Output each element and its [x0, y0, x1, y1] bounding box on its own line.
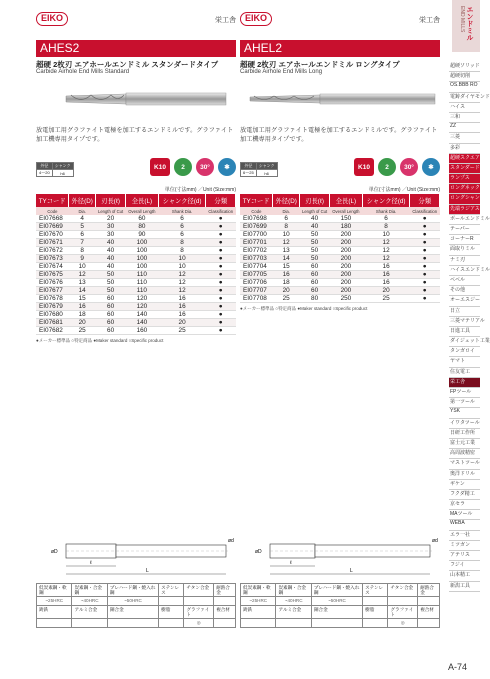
sidenav-item[interactable]: ハイスエンドミル — [449, 266, 480, 276]
table-cell: 6 — [158, 231, 206, 239]
endmill-photo — [240, 80, 440, 120]
sidenav-item[interactable]: 第一ツール — [449, 398, 480, 408]
sidenav-item[interactable]: 高周波精密 — [449, 449, 480, 459]
table-cell: 16 — [273, 271, 300, 279]
table-cell: 40 — [96, 247, 126, 255]
table-cell: 40 — [300, 223, 330, 231]
sidenav-item[interactable]: ランプス — [449, 174, 480, 184]
table-cell: 16 — [158, 295, 206, 303]
sidenav-item[interactable]: アテリス — [449, 551, 480, 561]
table-cell: 100 — [126, 247, 159, 255]
table-cell: 12 — [158, 287, 206, 295]
sidenav-item[interactable]: ハイス — [449, 103, 480, 113]
table-cell: 20 — [158, 319, 206, 327]
table-row — [36, 311, 236, 319]
table-cell: 16 — [362, 279, 410, 287]
table-cell: 20 — [69, 319, 96, 327]
table-row — [36, 271, 236, 279]
svg-text:ød: ød — [228, 538, 234, 544]
sidenav-item[interactable]: フクダ精工 — [449, 490, 480, 500]
feature-badges — [150, 158, 236, 176]
sidenav-item[interactable]: テーパー — [449, 225, 480, 235]
ty-code-cell: EI07668 — [36, 215, 69, 223]
section-tab-en: END MILLS — [459, 6, 465, 33]
sidenav-item[interactable]: エラ一社 — [449, 531, 480, 541]
table-cell: 12 — [158, 279, 206, 287]
table-cell: ● — [206, 327, 236, 335]
table-row — [240, 255, 440, 263]
ty-code-cell: EI07678 — [36, 295, 69, 303]
sidenav-item[interactable]: ボールエンドミル — [449, 215, 480, 225]
ty-code-cell: EI07700 — [240, 231, 273, 239]
svg-text:L: L — [350, 568, 353, 574]
sidenav-item[interactable]: 奥洋ドリル — [449, 470, 480, 480]
unit-note: 単位(寸法mm) ／Unit (Size:mm) — [368, 187, 440, 193]
table-cell: 90 — [126, 231, 159, 239]
sidenav-item[interactable]: その他 — [449, 286, 480, 296]
sidenav-item[interactable]: フジイ — [449, 561, 480, 571]
table-cell: 16 — [158, 303, 206, 311]
sidenav-item[interactable]: FPツール — [449, 388, 480, 398]
table-cell: 8 — [273, 223, 300, 231]
tolerance-table: 外径 シャンク 6～25 h6 — [240, 162, 278, 177]
table-row — [240, 279, 440, 287]
table-cell: 6 — [362, 215, 410, 223]
table-cell: ● — [410, 215, 440, 223]
ty-code-cell: EI07676 — [36, 279, 69, 287]
table-cell: 150 — [330, 215, 363, 223]
table-cell: 20 — [273, 287, 300, 295]
ty-code-cell: EI07671 — [36, 239, 69, 247]
sidenav-item[interactable]: ダイジェット工業 — [449, 337, 480, 347]
table-cell: ● — [206, 223, 236, 231]
table-cell: 18 — [69, 311, 96, 319]
ty-code-cell: EI07680 — [36, 311, 69, 319]
table-cell: 110 — [126, 287, 159, 295]
material-table: 低炭素鋼・軟鋼 炭素鋼・合金鋼 プレハード鋼・焼入れ鋼 ステンレス チタン合金 耐熱合金 ~25HRC ~40HRC ~50HRC 鋳鉄 アルミ合金 銅合金 樹脂 グラファイト 複合材 ◎ — [240, 583, 440, 628]
sidenav-item[interactable]: イワタツール — [449, 419, 480, 429]
table-cell: 8 — [158, 239, 206, 247]
table-cell: 60 — [126, 215, 159, 223]
table-cell: 40 — [96, 263, 126, 271]
table-cell: ● — [206, 303, 236, 311]
sidenav-item[interactable]: ギケン — [449, 480, 480, 490]
ty-code-cell: EI07701 — [240, 239, 273, 247]
sidenav-item[interactable]: 京セラ — [449, 500, 480, 510]
table-cell: 16 — [362, 271, 410, 279]
sidenav-item[interactable]: MAツール — [449, 510, 480, 520]
table-cell: 10 — [158, 255, 206, 263]
table-cell: ● — [410, 263, 440, 271]
table-cell: 100 — [126, 263, 159, 271]
table-cell: 4 — [69, 215, 96, 223]
sidenav-item[interactable]: 三菱 — [449, 133, 480, 143]
k10-badge: K10 — [150, 158, 170, 176]
table-cell: 15 — [69, 295, 96, 303]
unit-note: 単位(寸法mm) ／Unit (Size:mm) — [164, 187, 236, 193]
feature-badges — [354, 158, 440, 176]
table-row — [240, 287, 440, 295]
table-cell: ● — [410, 231, 440, 239]
table-cell: 15 — [273, 263, 300, 271]
table-row — [36, 319, 236, 327]
table-cell: 20 — [96, 215, 126, 223]
table-cell: 30 — [96, 231, 126, 239]
ty-code-cell: EI07669 — [36, 223, 69, 231]
ty-code-cell: EI07674 — [36, 263, 69, 271]
table-cell: 12 — [69, 271, 96, 279]
table-cell: ● — [206, 319, 236, 327]
table-cell: 140 — [126, 319, 159, 327]
table-cell: 110 — [126, 279, 159, 287]
table-cell: 60 — [300, 263, 330, 271]
table-cell: 8 — [158, 247, 206, 255]
svg-text:ℓ: ℓ — [90, 560, 92, 566]
k10-badge: K10 — [354, 158, 374, 176]
table-cell: ● — [206, 279, 236, 287]
sidenav-item[interactable]: スタンダード — [449, 164, 480, 174]
sidenav-item[interactable]: 栄工舎 — [449, 378, 480, 388]
table-row — [36, 303, 236, 311]
sidenav-item[interactable]: ロングネック — [449, 184, 480, 194]
table-cell: 200 — [330, 247, 363, 255]
table-cell: 60 — [96, 327, 126, 335]
table-cell: 40 — [300, 215, 330, 223]
table-cell: 16 — [158, 311, 206, 319]
sidenav-item[interactable]: タンガロイ — [449, 347, 480, 357]
table-cell: ● — [410, 279, 440, 287]
helix-angle-badge: 30° — [196, 158, 214, 176]
table-cell: 14 — [273, 255, 300, 263]
table-cell: 25 — [362, 295, 410, 303]
table-cell: 200 — [330, 279, 363, 287]
ty-code-cell: EI07679 — [36, 303, 69, 311]
table-cell: 12 — [362, 247, 410, 255]
dimension-drawing — [250, 530, 440, 580]
dimension-drawing — [46, 530, 236, 580]
table-cell: 16 — [69, 303, 96, 311]
table-cell: ● — [206, 255, 236, 263]
table-cell: 18 — [273, 279, 300, 287]
table-cell: ● — [206, 287, 236, 295]
spec-table: TYコード 外径(D) 刃長(ℓ) 全長(L) シャンク径(d) 分類 Code Dia. Length of Cut Overall Length Shank Dia. Classification EI07668 4 20 60 6 ● EI07669 5 30 80 6 ● EI07670 6 30 90 6 ● EI07671 7 40 100 8 ● EI07672 8 40 100 8 ● EI07673 9 40 100 10 ● EI07674 10 40 100 10 ● EI07675 12 50 110 12 ● EI07676 13 50 110 12 ● EI07677 14 50 110 12 ● EI07678 15 60 120 16 ● EI07679 16 60 120 16 ● EI07680 18 60 140 16 ● EI07681 20 60 140 20 ● EI07682 25 60 160 25 ● — [36, 194, 236, 335]
table-cell: ● — [206, 295, 236, 303]
table-cell: ● — [410, 255, 440, 263]
table-cell: 40 — [96, 239, 126, 247]
svg-text:L: L — [146, 568, 149, 574]
sidenav-item[interactable]: 日研工作所 — [449, 429, 480, 439]
table-cell: ● — [410, 223, 440, 231]
tolerance-table: 外径 シャンク 4～20 h6 — [36, 162, 74, 177]
table-cell: ● — [206, 263, 236, 271]
sidenav-item[interactable]: ナミ刃 — [449, 256, 480, 266]
sidenav-item[interactable]: 超硬ソリッド — [449, 62, 480, 72]
ty-code-cell: EI07698 — [240, 215, 273, 223]
table-cell: 80 — [126, 223, 159, 231]
table-cell: 60 — [96, 311, 126, 319]
ty-code-cell: EI07703 — [240, 255, 273, 263]
table-cell: 13 — [69, 279, 96, 287]
table-cell: 120 — [126, 295, 159, 303]
two-flute-icon: 2 — [378, 158, 396, 176]
table-cell: 16 — [362, 263, 410, 271]
table-cell: ● — [410, 271, 440, 279]
table-cell: 200 — [330, 239, 363, 247]
brand-logo: EIKO — [36, 12, 68, 26]
table-cell: 60 — [96, 303, 126, 311]
product-title: AHEL2 — [240, 40, 440, 57]
ty-code-cell: EI07704 — [240, 263, 273, 271]
sidenav-item[interactable]: ロングシャンク — [449, 194, 480, 204]
table-row — [36, 255, 236, 263]
table-row — [240, 239, 440, 247]
table-cell: 12 — [362, 255, 410, 263]
table-cell: 200 — [330, 287, 363, 295]
sidenav-item[interactable]: 超硬切削 — [449, 72, 480, 82]
table-cell: 200 — [330, 263, 363, 271]
table-row — [240, 223, 440, 231]
table-cell: 10 — [273, 231, 300, 239]
svg-text:ød: ød — [432, 538, 438, 544]
table-cell: ● — [206, 231, 236, 239]
ty-code-cell: EI07707 — [240, 287, 273, 295]
table-cell: ● — [206, 311, 236, 319]
sidenav-item[interactable]: コーナーR — [449, 235, 480, 245]
table-cell: 7 — [69, 239, 96, 247]
table-cell: ● — [410, 295, 440, 303]
sidenav-item[interactable]: 三菱マテリアル — [449, 317, 480, 327]
table-cell: 14 — [69, 287, 96, 295]
category-index — [449, 62, 490, 592]
ty-code-cell: EI07672 — [36, 247, 69, 255]
material-table: 低炭素鋼・軟鋼 炭素鋼・合金鋼 プレハード鋼・焼入れ鋼 ステンレス チタン合金 耐熱合金 ~25HRC ~40HRC ~50HRC 鋳鉄 アルミ合金 銅合金 樹脂 グラファイト 複合材 ◎ — [36, 583, 236, 628]
section-tab-jp: エンドミル — [466, 6, 473, 41]
table-cell: 140 — [126, 311, 159, 319]
product-title: AHES2 — [36, 40, 236, 57]
two-flute-icon: 2 — [174, 158, 192, 176]
table-cell: 50 — [300, 247, 330, 255]
table-row — [240, 247, 440, 255]
table-cell: 80 — [300, 295, 330, 303]
sidenav-item[interactable]: 多彩 — [449, 144, 480, 154]
table-row — [36, 231, 236, 239]
sidenav-item[interactable]: 山本精工 — [449, 571, 480, 581]
ty-code-cell: EI07702 — [240, 247, 273, 255]
table-cell: 60 — [300, 271, 330, 279]
sidenav-item[interactable]: ZZ — [449, 123, 480, 133]
sidenav-item[interactable]: ベベル — [449, 276, 480, 286]
table-cell: 10 — [158, 263, 206, 271]
table-cell: 180 — [330, 223, 363, 231]
coolant-hole-icon: ✱ — [422, 158, 440, 176]
table-row — [36, 287, 236, 295]
coolant-hole-icon: ✱ — [218, 158, 236, 176]
table-row — [240, 263, 440, 271]
table-cell: 50 — [96, 271, 126, 279]
table-cell: 50 — [300, 239, 330, 247]
sidenav-item[interactable]: WEBA — [449, 520, 480, 530]
table-cell: 110 — [126, 271, 159, 279]
table-cell: ● — [410, 247, 440, 255]
table-cell: 12 — [273, 239, 300, 247]
page-number: A-74 — [448, 662, 468, 672]
sidenav-item[interactable]: ミツガン — [449, 541, 480, 551]
sidenav-item[interactable]: マストツール — [449, 459, 480, 469]
table-cell: 12 — [158, 271, 206, 279]
table-row — [36, 223, 236, 231]
sidenav-item[interactable]: 富士元工業 — [449, 439, 480, 449]
endmill-photo — [36, 80, 236, 120]
product-description: 放電加工用グラファイト電極を加工するエンドミルです。グラファイト加工機専用タイプです。 — [36, 127, 234, 143]
product-name-en: Carbide Airhole End Mills Standard — [36, 69, 130, 75]
ty-code-cell: EI07670 — [36, 231, 69, 239]
table-cell: 10 — [69, 263, 96, 271]
table-row — [36, 279, 236, 287]
sidenav-item[interactable]: 三和 — [449, 113, 480, 123]
maker-name: 栄工舎 — [215, 17, 236, 24]
sidenav-item[interactable]: 面取りミル — [449, 245, 480, 255]
sidenav-item[interactable]: ヤマト — [449, 357, 480, 367]
table-cell: 60 — [300, 287, 330, 295]
table-cell: 50 — [96, 279, 126, 287]
table-cell: 160 — [126, 327, 159, 335]
table-row — [240, 295, 440, 303]
table-cell: 100 — [126, 239, 159, 247]
product-name-en: Carbide Airhole End Mills Long — [240, 69, 323, 75]
table-row — [36, 327, 236, 335]
table-row — [36, 247, 236, 255]
table-row — [36, 239, 236, 247]
table-cell: 13 — [273, 247, 300, 255]
table-cell: ● — [206, 239, 236, 247]
ty-code-cell: EI07705 — [240, 271, 273, 279]
table-cell: 200 — [330, 255, 363, 263]
ty-code-cell: EI07681 — [36, 319, 69, 327]
sidenav-item[interactable]: 超硬スクエア — [449, 154, 480, 164]
table-cell: 30 — [96, 223, 126, 231]
table-cell: 25 — [273, 295, 300, 303]
table-row — [240, 271, 440, 279]
table-row — [240, 215, 440, 223]
ty-code-cell: EI07706 — [240, 279, 273, 287]
table-cell: 8 — [69, 247, 96, 255]
table-cell: 9 — [69, 255, 96, 263]
table-cell: 60 — [300, 279, 330, 287]
product-description: 放電加工用グラファイト電極を加工するエンドミルです。グラファイト加工機専用タイプです。 — [240, 127, 438, 143]
table-cell: 250 — [330, 295, 363, 303]
table-cell: 100 — [126, 255, 159, 263]
sidenav-item[interactable]: 電鋳ダイヤモンド — [449, 93, 480, 103]
table-cell: 60 — [96, 319, 126, 327]
svg-text:øD: øD — [255, 549, 262, 555]
table-cell: 25 — [69, 327, 96, 335]
sidenav-item[interactable]: OS.BBB RO — [449, 82, 480, 92]
table-cell: 5 — [69, 223, 96, 231]
table-cell: ● — [206, 247, 236, 255]
table-cell: 200 — [330, 231, 363, 239]
table-cell: 12 — [362, 239, 410, 247]
table-cell: 60 — [96, 295, 126, 303]
ty-code-cell: EI07699 — [240, 223, 273, 231]
table-cell: 6 — [273, 215, 300, 223]
table-cell: 50 — [96, 287, 126, 295]
table-cell: ● — [206, 271, 236, 279]
table-cell: 120 — [126, 303, 159, 311]
sidenav-item[interactable]: 日立 — [449, 307, 480, 317]
table-cell: 8 — [362, 223, 410, 231]
table-cell: ● — [410, 239, 440, 247]
table-cell: 6 — [69, 231, 96, 239]
sidenav-item[interactable]: 新潟工具 — [449, 582, 480, 592]
helix-angle-badge: 30° — [400, 158, 418, 176]
spec-table: TYコード 外径(D) 刃長(ℓ) 全長(L) シャンク径(d) 分類 Code Dia. Length of Cut Overall Length Shank Dia. Classification EI07698 6 40 150 6 ● EI07699 8 40 180 8 ● EI07700 10 50 200 10 ● EI07701 12 50 200 12 ● EI07702 13 50 200 12 ● EI07703 14 50 200 12 ● EI07704 15 60 200 16 ● EI07705 16 60 200 16 ● EI07706 18 60 200 16 ● EI07707 20 60 200 20 ● EI07708 25 80 250 25 ● — [240, 194, 440, 303]
ty-code-cell: EI07675 — [36, 271, 69, 279]
product-name-jp: 超硬 2枚刃 エアホールエンドミル スタンダードタイプ — [36, 60, 219, 69]
table-cell: 20 — [362, 287, 410, 295]
table-cell: 50 — [300, 255, 330, 263]
legend: ●メーカー標準品 ○特定商品 ●Maker standard ○Specific product — [36, 338, 164, 343]
maker-name: 栄工舎 — [419, 17, 440, 24]
table-row — [36, 215, 236, 223]
brand-logo: EIKO — [240, 12, 272, 26]
legend: ●メーカー標準品 ○特定商品 ●Maker standard ○Specific product — [240, 306, 368, 311]
table-row — [240, 231, 440, 239]
table-cell: ● — [206, 215, 236, 223]
table-row — [36, 263, 236, 271]
table-row — [36, 295, 236, 303]
table-cell: 25 — [158, 327, 206, 335]
ty-code-cell: EI07677 — [36, 287, 69, 295]
ty-code-cell: EI07682 — [36, 327, 69, 335]
table-cell: 6 — [158, 215, 206, 223]
sidenav-item[interactable]: 先端ラジアス — [449, 205, 480, 215]
product-name-jp: 超硬 2枚刃 エアホールエンドミル ロングタイプ — [240, 60, 400, 69]
ty-code-cell: EI07673 — [36, 255, 69, 263]
table-cell: 50 — [300, 231, 330, 239]
svg-text:ℓ: ℓ — [290, 560, 292, 566]
table-cell: 10 — [362, 231, 410, 239]
ty-code-cell: EI07708 — [240, 295, 273, 303]
table-cell: ● — [410, 287, 440, 295]
section-tab[interactable] — [452, 0, 480, 52]
sidenav-item[interactable]: オーエスジー — [449, 296, 480, 306]
svg-text:øD: øD — [51, 549, 58, 555]
sidenav-item[interactable]: 日進工具 — [449, 327, 480, 337]
table-cell: 40 — [96, 255, 126, 263]
sidenav-item[interactable]: YSK — [449, 408, 480, 418]
table-cell: 6 — [158, 223, 206, 231]
sidenav-item[interactable]: 住友電工 — [449, 368, 480, 378]
table-cell: 200 — [330, 271, 363, 279]
